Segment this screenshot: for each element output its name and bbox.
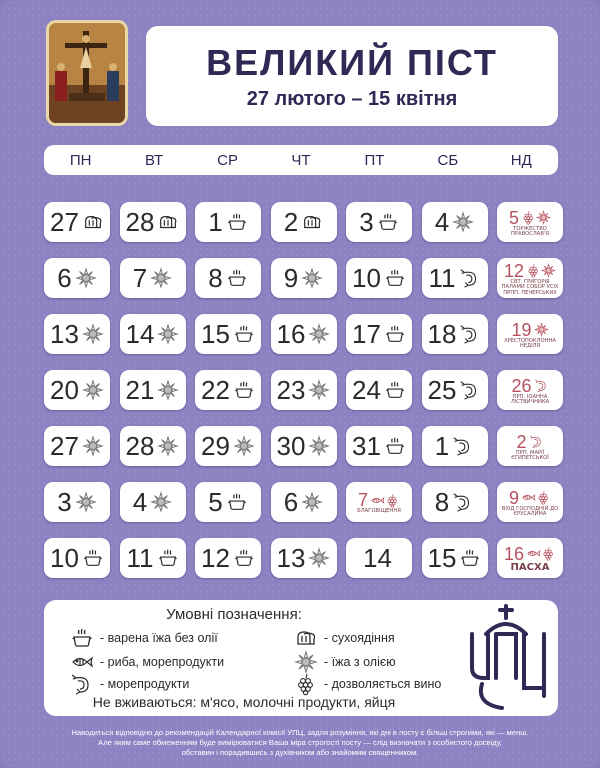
date-range: 27 лютого – 15 квітня — [246, 87, 458, 110]
day-number: 31 — [352, 431, 381, 461]
day-cell-mon — [44, 314, 110, 354]
day-number: 11 — [428, 263, 456, 293]
legend-label: - їжа з олією — [324, 655, 396, 669]
day-number: 27 — [50, 431, 79, 461]
day-cell-tue — [120, 314, 186, 354]
calendar-grid — [44, 202, 558, 578]
holiday-caption: ПАСХА — [510, 561, 550, 573]
day-number: 11 — [126, 543, 154, 573]
food-rule-icon — [75, 491, 97, 513]
day-cell-sat — [422, 258, 488, 298]
holiday-caption: ПРП. ІОАННА ЛІСТВИЧНИКА — [510, 393, 550, 405]
food-rule-icon — [452, 211, 474, 233]
day-cell-fri — [346, 370, 412, 410]
food-rule-icon — [82, 323, 104, 345]
day-cell-mon — [44, 538, 110, 578]
day-cell-tue — [120, 538, 186, 578]
day-number: 9 — [283, 263, 299, 293]
day-cell-sun — [497, 482, 563, 522]
day-number: 1 — [208, 207, 223, 237]
day-cell-sun — [497, 538, 563, 578]
day-number: 3 — [57, 487, 72, 517]
food-rule-icon — [308, 547, 330, 569]
day-number: 15 — [201, 319, 230, 349]
legend-footer: Не вживаються: м'ясо, молочні продукти, яйця — [92, 694, 396, 710]
holiday-caption: СВТ. ГРИГОРІЯ ПАЛАМИ СОБОР УСІХ ПРПП. ПЕЧЕРСЬКИХ — [501, 278, 559, 296]
day-number: 12 — [503, 260, 525, 281]
food-rule-icon — [157, 211, 179, 233]
day-number: 13 — [276, 543, 306, 573]
food-rule-icon — [370, 493, 400, 508]
holiday-header — [509, 209, 551, 227]
weekday-mon: ПН — [69, 151, 92, 169]
footnote — [30, 728, 570, 758]
holiday-header — [509, 489, 551, 507]
day-number: 8 — [208, 263, 223, 293]
day-cell-sat — [422, 538, 488, 578]
day-cell-sat — [422, 314, 488, 354]
food-rule-icon — [150, 491, 172, 513]
holiday-caption: БЛАГОВІЩЕННЯ — [357, 508, 401, 515]
weekday-wed: СР — [217, 151, 238, 169]
day-cell-sun — [497, 314, 563, 354]
fish-icon — [70, 650, 94, 674]
legend-panel — [44, 600, 558, 716]
day-cell-mon — [44, 482, 110, 522]
day-number: 6 — [283, 487, 299, 517]
food-rule-icon — [529, 434, 544, 449]
food-rule-icon — [301, 267, 323, 289]
holiday-caption: ТОРЖЕСТВО ПРАВОСЛАВ'Я — [511, 225, 549, 237]
food-rule-icon — [308, 435, 330, 457]
holiday-header — [504, 545, 556, 563]
day-number: 10 — [352, 263, 381, 293]
holiday-header — [511, 321, 548, 339]
holiday-header — [358, 491, 400, 509]
day-cell-wed — [195, 258, 261, 298]
pot-icon — [70, 626, 94, 650]
footnote-line: Наводиться відповідно до рекомендацій Календарної комісії УПЦ, задля розуміння, які дні в посту є більш строгими, які — менш. — [71, 728, 529, 737]
day-number: 3 — [359, 207, 374, 237]
food-rule-icon — [526, 263, 556, 278]
weekday-header — [44, 145, 558, 175]
upc-logo-icon — [462, 604, 550, 712]
food-rule-icon — [226, 491, 248, 513]
food-rule-icon — [459, 267, 481, 289]
day-number: 5 — [508, 207, 519, 228]
legend-item-wine — [294, 672, 441, 696]
day-cell-sat — [422, 482, 488, 522]
title-panel — [146, 26, 558, 126]
day-number: 7 — [132, 263, 148, 293]
page-title: ВЕЛИКИЙ ПІСТ — [206, 41, 498, 83]
day-number: 9 — [508, 487, 519, 508]
weekday-thu: ЧТ — [291, 151, 311, 169]
food-rule-icon — [157, 435, 179, 457]
day-number: 5 — [208, 487, 223, 517]
day-cell-thu — [271, 258, 337, 298]
weekday-sun: НД — [510, 151, 532, 169]
food-rule-icon — [452, 491, 474, 513]
food-rule-icon — [157, 379, 179, 401]
day-cell-wed — [195, 482, 261, 522]
day-cell-wed — [195, 314, 261, 354]
day-number: 16 — [503, 543, 525, 564]
day-number: 12 — [201, 543, 230, 573]
food-rule-icon — [226, 267, 248, 289]
day-cell-mon — [44, 202, 110, 242]
legend-item-dry — [294, 626, 395, 650]
food-rule-icon — [308, 379, 330, 401]
day-cell-thu — [271, 538, 337, 578]
day-cell-sat — [422, 426, 488, 466]
legend-label: - риба, морепродукти — [100, 655, 225, 669]
food-rule-icon — [75, 267, 97, 289]
food-rule-icon — [526, 546, 556, 561]
legend-label: - варена їжа без олії — [100, 631, 218, 645]
day-cell-mon — [44, 258, 110, 298]
holiday-header — [516, 433, 543, 451]
day-cell-sun — [497, 426, 563, 466]
day-cell-tue — [120, 258, 186, 298]
day-number: 30 — [276, 431, 306, 461]
day-cell-thu — [271, 314, 337, 354]
day-cell-wed — [195, 202, 261, 242]
day-number: 25 — [427, 375, 457, 405]
footnote-line: обставин і порадившись з духівником або знайомим священником. — [181, 747, 419, 757]
day-number: 24 — [352, 375, 381, 405]
day-number: 2 — [516, 431, 527, 452]
day-number: 19 — [511, 319, 532, 340]
food-rule-icon — [150, 267, 172, 289]
day-cell-sun — [497, 202, 563, 242]
day-number: 14 — [125, 319, 155, 349]
day-cell-fri — [346, 482, 412, 522]
food-rule-icon — [233, 379, 255, 401]
legend-item-boiled — [70, 626, 218, 650]
day-cell-wed — [195, 538, 261, 578]
day-cell-mon — [44, 426, 110, 466]
holiday-caption: ПРП. МАРІЇ ЄГИПЕТСЬКОЇ — [511, 449, 549, 461]
food-rule-icon — [157, 547, 179, 569]
day-cell-fri — [346, 538, 412, 578]
day-cell-wed — [195, 426, 261, 466]
food-rule-icon — [534, 378, 549, 393]
grape-icon — [294, 672, 318, 696]
day-number: 1 — [434, 431, 450, 461]
food-rule-icon — [226, 211, 248, 233]
day-number: 27 — [50, 207, 79, 237]
food-rule-icon — [384, 323, 406, 345]
day-cell-fri — [346, 258, 412, 298]
day-number: 13 — [50, 319, 79, 349]
day-number: 21 — [125, 375, 155, 405]
legend-item-seafood — [70, 672, 189, 696]
food-rule-icon — [384, 435, 406, 457]
day-cell-tue — [120, 202, 186, 242]
day-cell-tue — [120, 370, 186, 410]
day-number: 14 — [363, 543, 392, 573]
food-rule-icon — [534, 322, 549, 337]
day-number: 8 — [434, 487, 450, 517]
food-rule-icon — [459, 323, 481, 345]
food-rule-icon — [82, 435, 104, 457]
day-number: 28 — [125, 207, 155, 237]
day-number: 10 — [50, 543, 79, 573]
bread-icon — [294, 626, 318, 650]
day-number: 6 — [57, 263, 72, 293]
day-number: 22 — [201, 375, 230, 405]
footnote-line: Але яким саме обмеженням буде вимірюватися Ваша міра строгості посту — слід визначати з особистого досвіду, — [98, 737, 502, 747]
day-cell-fri — [346, 202, 412, 242]
day-number: 4 — [434, 207, 450, 237]
holiday-header — [504, 262, 556, 280]
day-cell-fri — [346, 426, 412, 466]
food-rule-icon — [233, 323, 255, 345]
food-rule-icon — [377, 211, 399, 233]
day-cell-sat — [422, 370, 488, 410]
day-cell-fri — [346, 314, 412, 354]
day-number: 18 — [427, 319, 457, 349]
day-cell-thu — [271, 426, 337, 466]
sunflower-icon — [294, 650, 318, 674]
weekday-sat: СБ — [437, 151, 459, 169]
day-number: 28 — [125, 431, 155, 461]
day-number: 4 — [132, 487, 148, 517]
food-rule-icon — [459, 547, 481, 569]
legend-title: Умовні позначення: — [166, 606, 302, 623]
holiday-header — [511, 377, 548, 395]
legend-item-oil — [294, 650, 396, 674]
day-cell-tue — [120, 426, 186, 466]
weekday-fri: ПТ — [364, 151, 385, 169]
legend-label: - сухоядіння — [324, 631, 395, 645]
holiday-caption: ХРЕСТОПОКЛОННА НЕДІЛЯ — [504, 337, 556, 349]
day-cell-thu — [271, 482, 337, 522]
food-rule-icon — [459, 379, 481, 401]
food-rule-icon — [233, 547, 255, 569]
day-number: 16 — [276, 319, 306, 349]
food-rule-icon — [82, 379, 104, 401]
shrimp-icon — [70, 672, 94, 696]
food-rule-icon — [301, 211, 323, 233]
legend-label: - дозволяється вино — [324, 677, 442, 691]
legend-label: - морепродукти — [100, 677, 190, 691]
food-rule-icon — [384, 267, 406, 289]
holiday-caption: ВХІД ГОСПОДНІЙ ДО ЄРУСАЛИМА — [501, 505, 559, 517]
day-cell-mon — [44, 370, 110, 410]
day-number: 17 — [352, 319, 381, 349]
food-rule-icon — [452, 435, 474, 457]
day-number: 15 — [427, 543, 457, 573]
day-number: 2 — [283, 207, 299, 237]
food-rule-icon — [82, 547, 104, 569]
day-number: 7 — [357, 490, 368, 511]
day-number: 23 — [276, 375, 306, 405]
day-number: 29 — [201, 431, 230, 461]
food-rule-icon — [521, 490, 551, 505]
day-cell-sun — [497, 258, 563, 298]
food-rule-icon — [384, 379, 406, 401]
food-rule-icon — [301, 491, 323, 513]
day-cell-sun — [497, 370, 563, 410]
legend-item-fish — [70, 650, 224, 674]
day-number: 20 — [50, 375, 79, 405]
food-rule-icon — [308, 323, 330, 345]
day-cell-sat — [422, 202, 488, 242]
food-rule-icon — [157, 323, 179, 345]
day-cell-tue — [120, 482, 186, 522]
food-rule-icon — [233, 435, 255, 457]
day-cell-thu — [271, 370, 337, 410]
day-cell-thu — [271, 202, 337, 242]
food-rule-icon — [82, 211, 104, 233]
crucifixion-icon-image — [46, 20, 128, 126]
day-number: 26 — [511, 375, 532, 396]
day-cell-wed — [195, 370, 261, 410]
food-rule-icon — [521, 210, 551, 225]
weekday-tue: ВТ — [145, 151, 164, 169]
